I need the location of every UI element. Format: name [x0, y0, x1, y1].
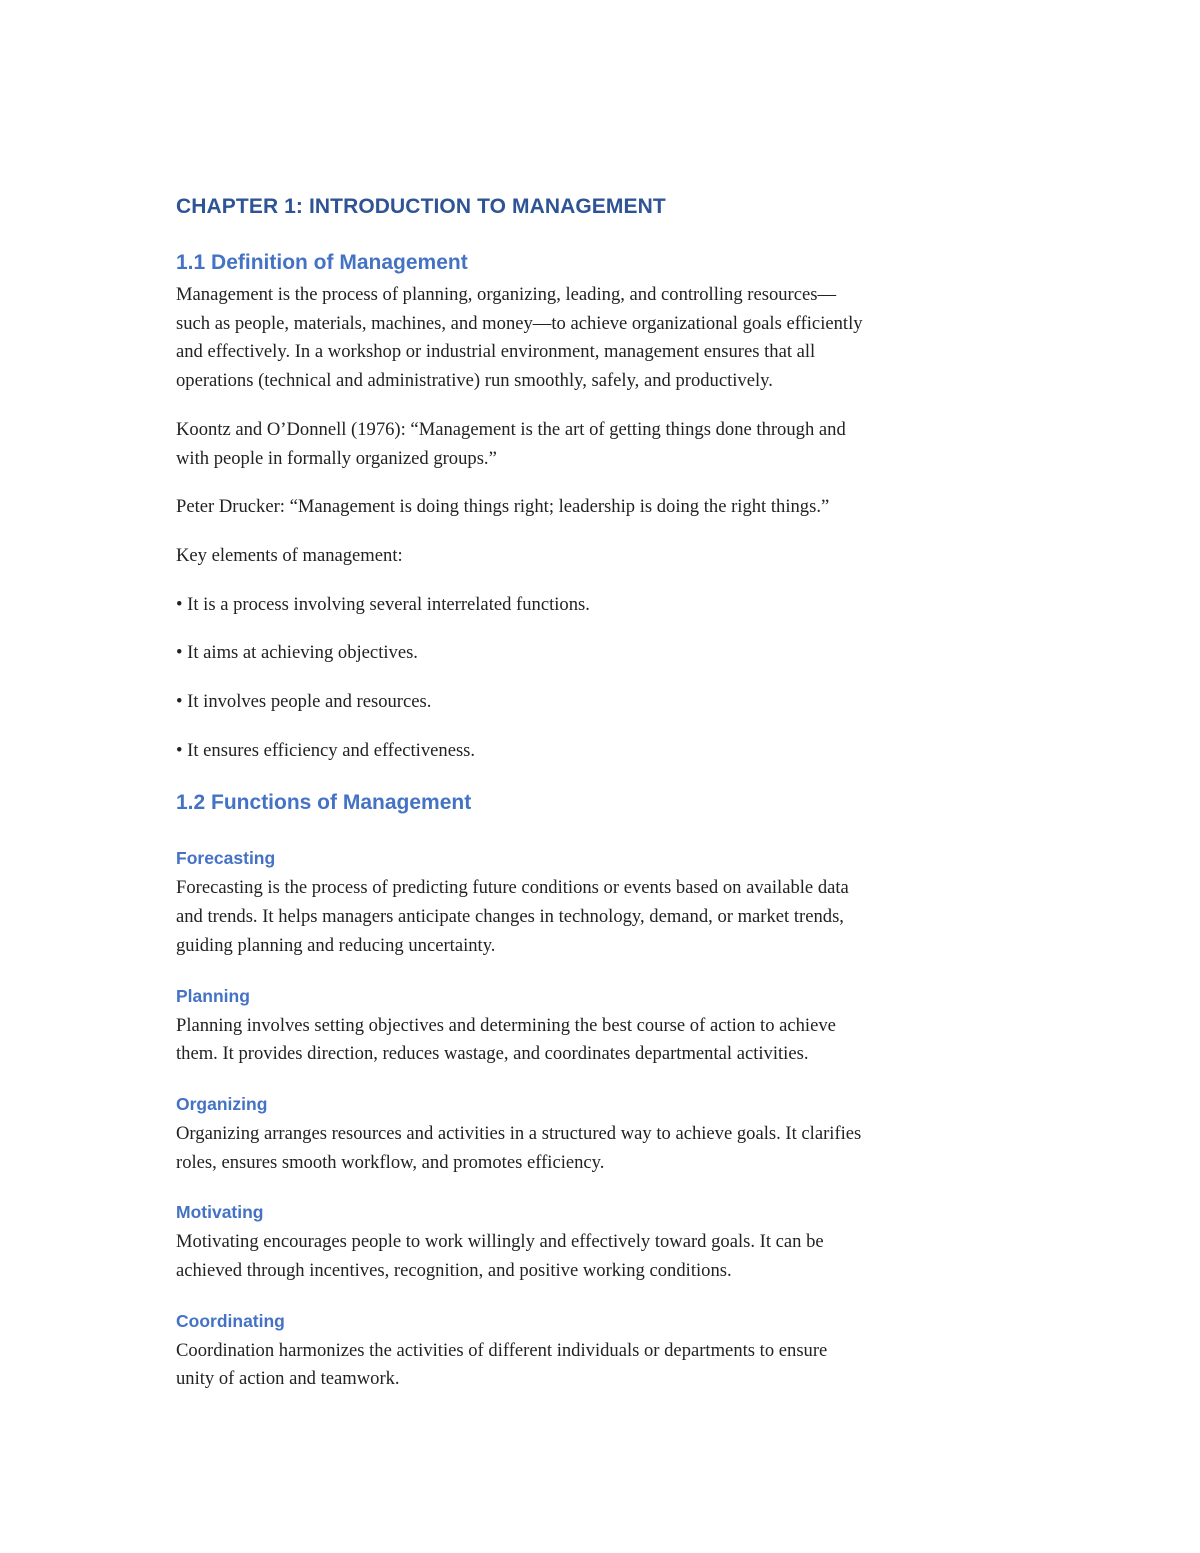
document-content [176, 191, 1036, 1394]
section-functions [176, 789, 1036, 1394]
function-description [176, 874, 1036, 960]
function-description [176, 1228, 1036, 1285]
text-line: operations (technical and administrative) run smoothly, safely, and productively. [176, 370, 773, 392]
bullet-item: • It involves people and resources. [176, 691, 432, 713]
text-line: guiding planning and reducing uncertainty. [176, 934, 496, 956]
text-line: Organizing arranges resources and activities in a structured way to achieve goals. It clarifies [176, 1122, 862, 1144]
subheading-motivating: Motivating [176, 1202, 264, 1223]
text-line: Planning involves setting objectives and determining the best course of action to achieve [176, 1014, 836, 1036]
subheading-planning: Planning [176, 985, 250, 1006]
function-description [176, 1012, 1036, 1069]
bullet-item: • It ensures efficiency and effectiveness. [176, 739, 476, 761]
text-line: roles, ensures smooth workflow, and promotes efficiency. [176, 1151, 605, 1173]
text-line: and effectively. In a workshop or industrial environment, management ensures that all [176, 341, 816, 363]
text-line: them. It provides direction, reduces wastage, and coordinates departmental activities. [176, 1043, 809, 1065]
drucker-quote-paragraph: Peter Drucker: “Management is doing things right; leadership is doing the right things.” [176, 496, 830, 518]
subheading-forecasting: Forecasting [176, 848, 276, 869]
chapter-title: CHAPTER 1: INTRODUCTION TO MANAGEMENT [176, 195, 666, 218]
section-definition [176, 249, 1036, 765]
text-line: achieved through incentives, recognition, and positive working conditions. [176, 1260, 732, 1282]
function-motivating [176, 1199, 1036, 1285]
key-elements-label: Key elements of management: [176, 544, 403, 566]
text-line: unity of action and teamwork. [176, 1368, 400, 1390]
function-planning [176, 983, 1036, 1069]
bullet-item: • It is a process involving several interrelated functions. [176, 593, 590, 615]
text-line: such as people, materials, machines, and money—to achieve organizational goals efficiently [176, 312, 863, 334]
function-forecasting [176, 845, 1036, 960]
section-heading-functions: 1.2 Functions of Management [176, 791, 472, 815]
text-line: Management is the process of planning, organizing, leading, and controlling resources— [176, 284, 837, 305]
koontz-quote-paragraph [176, 416, 1036, 473]
definition-paragraph [176, 281, 1036, 396]
text-line: Koontz and O’Donnell (1976): “Management is the art of getting things done through and [176, 418, 846, 440]
text-line: Forecasting is the process of predicting future conditions or events based on available data [176, 877, 849, 899]
subheading-organizing: Organizing [176, 1093, 268, 1114]
text-line: with people in formally organized groups.” [176, 447, 497, 469]
text-line: Coordination harmonizes the activities of different individuals or departments to ensure [176, 1339, 828, 1361]
function-description [176, 1120, 1036, 1177]
function-coordinating [176, 1308, 1036, 1394]
text-line: Motivating encourages people to work willingly and effectively toward goals. It can be [176, 1231, 824, 1253]
function-organizing [176, 1091, 1036, 1177]
bullet-item: • It aims at achieving objectives. [176, 642, 418, 664]
subheading-coordinating: Coordinating [176, 1310, 285, 1331]
text-line: and trends. It helps managers anticipate changes in technology, demand, or market trends, [176, 906, 844, 928]
section-heading-definition: 1.1 Definition of Management [176, 251, 468, 274]
function-description [176, 1337, 1036, 1394]
